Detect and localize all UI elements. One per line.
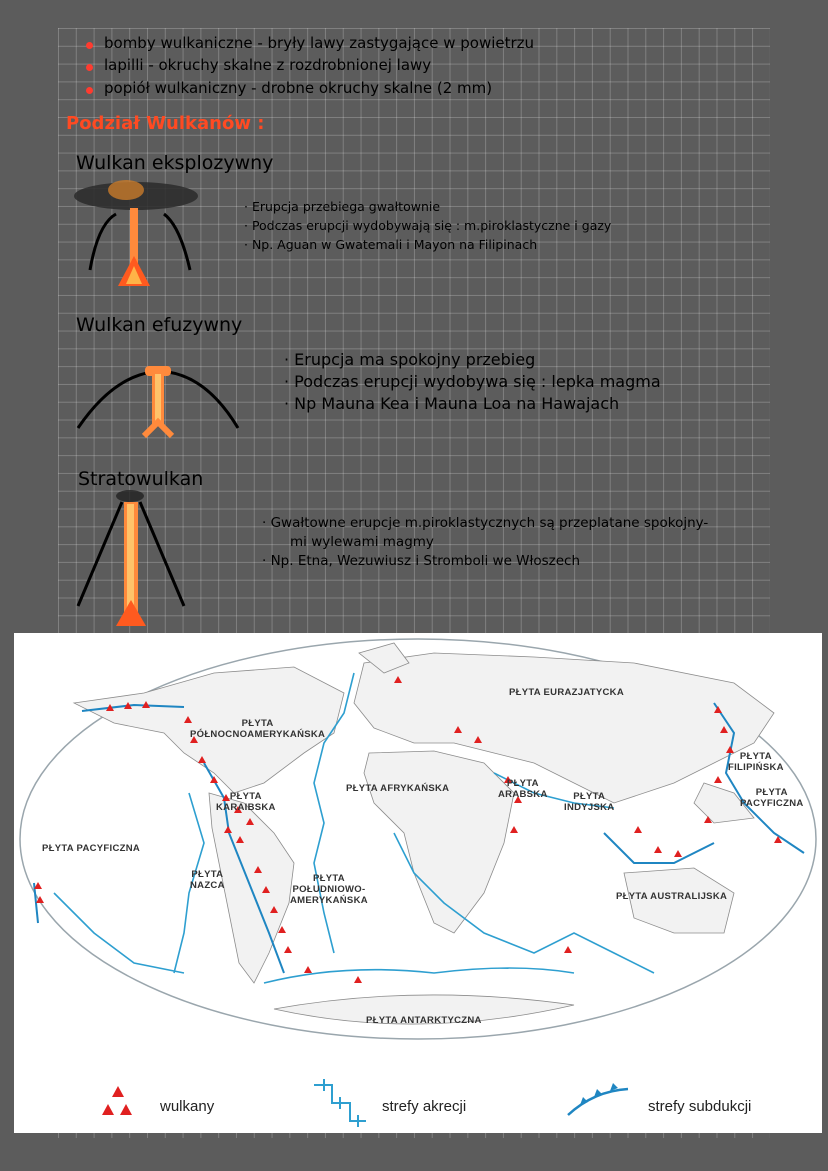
- plate-label-line: PŁYTA: [739, 751, 772, 762]
- plate-label: PŁYTA PACYFICZNA: [42, 843, 141, 854]
- plate-label-line: NAZCA: [190, 880, 225, 891]
- plate-label: PŁYTA EURAZJATYCKA: [509, 687, 625, 698]
- bullet-dot: [86, 87, 93, 94]
- plate-label: PŁYTA AUSTRALIJSKA: [616, 891, 728, 902]
- bullet-text: popiół wulkaniczny - drobne okruchy skalne (2 mm): [104, 79, 493, 97]
- volcano-point: · Np. Aguan w Gwatemali i Mayon na Filipinach: [244, 237, 538, 252]
- bullet-text: lapilli - okruchy skalne z rozdrobnionej lawy: [104, 56, 432, 74]
- plate-label-line: PŁYTA: [573, 791, 606, 802]
- volcano-point: · Podczas erupcji wydobywają się : m.piroklastyczne i gazy: [244, 218, 612, 233]
- plate-label-line: PŁYTA: [191, 869, 224, 880]
- plate-label-line: INDYJSKA: [564, 802, 615, 813]
- volcano-point: mi wylewami magmy: [290, 534, 434, 550]
- volcano-point: · Erupcja przebiega gwałtownie: [244, 199, 441, 214]
- plate-label-line: PŁYTA: [241, 718, 274, 729]
- plate-label-line: PACYFICZNA: [740, 798, 804, 809]
- plate-label: PŁYTA ANTARKTYCZNA: [366, 1015, 482, 1026]
- plate-label-line: PŁYTA: [312, 873, 345, 884]
- volcano-point: · Np Mauna Kea i Mauna Loa na Hawajach: [284, 394, 620, 413]
- volcano-title: Wulkan eksplozywny: [76, 152, 274, 174]
- plate-label-line: PŁYTA: [755, 787, 788, 798]
- legend-accretion-label: strefy akrecji: [382, 1098, 467, 1115]
- volcano-point: · Np. Etna, Wezuwiusz i Stromboli we Włoszech: [262, 553, 581, 569]
- bullet-text: bomby wulkaniczne - bryły lawy zastygające w powietrzu: [104, 34, 535, 52]
- plate-label: [498, 778, 548, 800]
- plate-label-line: KARAIBSKA: [216, 802, 276, 813]
- plate-label: [564, 791, 614, 813]
- effusive-volcano-illustration: [72, 358, 244, 438]
- explosive-volcano-illustration: [68, 174, 218, 298]
- plate-label-line: POŁUDNIOWO-: [292, 884, 366, 895]
- volcano-point: · Erupcja ma spokojny przebieg: [284, 350, 536, 369]
- bullet-dot: [86, 64, 93, 71]
- volcano-legend-icon: [98, 1081, 138, 1121]
- legend-subduction-label: strefy subdukcji: [648, 1098, 752, 1115]
- plate-label-line: FILIPIŃSKA: [728, 762, 784, 773]
- subduction-legend-icon: [564, 1081, 634, 1121]
- plate-label: [728, 751, 784, 773]
- plate-label: [216, 791, 276, 813]
- plate-label: [290, 873, 368, 906]
- accretion-legend-icon: [310, 1079, 370, 1131]
- plate-label-line: PŁYTA: [229, 791, 262, 802]
- section-title: Podział Wulkanów :: [66, 113, 265, 134]
- stratovolcano-illustration: [72, 488, 192, 630]
- plate-label: [190, 869, 225, 891]
- volcano-title: Stratowulkan: [78, 468, 204, 490]
- plate-label: PŁYTA AFRYKAŃSKA: [346, 783, 450, 794]
- plate-label-line: PŁYTA: [506, 778, 539, 789]
- plate-label-line: PÓŁNOCNOAMERYKAŃSKA: [190, 729, 326, 740]
- plate-label: [190, 718, 325, 740]
- plate-label: [740, 787, 804, 809]
- plate-label-line: ARABSKA: [498, 789, 548, 800]
- plate-label-line: AMERYKAŃSKA: [290, 895, 368, 906]
- volcano-title: Wulkan efuzywny: [76, 314, 243, 336]
- bullet-dot: [86, 42, 93, 49]
- tectonic-plates-map: [14, 633, 822, 1133]
- legend-volcanoes-label: wulkany: [160, 1098, 215, 1115]
- volcano-point: · Podczas erupcji wydobywa się : lepka magma: [284, 372, 661, 391]
- volcano-point: · Gwałtowne erupcje m.piroklastycznych są przeplatane spokojny-: [262, 515, 709, 531]
